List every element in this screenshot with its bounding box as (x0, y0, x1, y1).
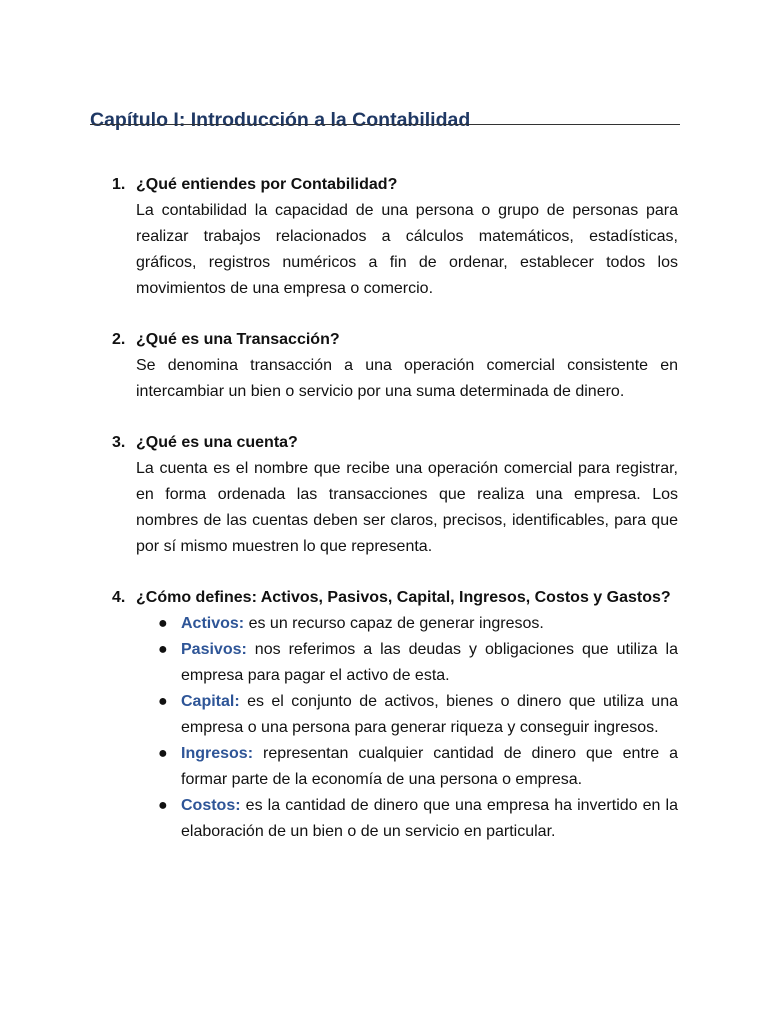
question-list (112, 172, 678, 870)
definition-list (136, 611, 678, 845)
question-answer: Se denomina transacción a una operación comercial consistente en intercambiar un bien o servicio por una suma determinada de dinero. (136, 357, 678, 400)
question-item (112, 585, 678, 845)
definition-item-capital (136, 689, 678, 741)
definition-item-costos (136, 793, 678, 845)
definition-text: nos referimos a las deudas y obligaciones que utiliza la empresa para pagar el activo de esta. (181, 641, 678, 684)
definition-term: Activos: (181, 615, 245, 632)
question-title: ¿Qué es una Transacción? (136, 331, 340, 348)
bullet-icon: ● (158, 693, 168, 710)
question-item (112, 172, 678, 302)
definition-text: es la cantidad de dinero que una empresa ha invertido en la elaboración de un bien o de un servicio en particular. (181, 797, 678, 840)
definition-text: es un recurso capaz de generar ingresos. (248, 615, 544, 632)
bullet-icon: ● (158, 797, 168, 814)
question-number: 3. (112, 434, 126, 451)
bullet-icon: ● (158, 745, 168, 762)
definition-term: Pasivos: (181, 641, 247, 658)
definition-text: es el conjunto de activos, bienes o dinero que utiliza una empresa o una persona para generar riqueza y conseguir ingresos. (181, 693, 678, 736)
question-number: 2. (112, 331, 126, 348)
definition-text: representan cualquier cantidad de dinero que entre a formar parte de la economía de una persona o empresa. (181, 745, 678, 788)
question-title: ¿Qué entiendes por Contabilidad? (136, 176, 398, 193)
question-answer: La cuenta es el nombre que recibe una operación comercial para registrar, en forma ordenada las transacciones que realiza una empresa. Los nombres de las cuentas deben ser claros, precisos, identificables, para que por sí mismo muestren lo que representa. (136, 460, 678, 555)
question-number: 4. (112, 589, 126, 606)
definition-term: Costos: (181, 797, 241, 814)
question-title: ¿Qué es una cuenta? (136, 434, 298, 451)
title-divider (90, 124, 680, 125)
definition-term: Capital: (181, 693, 240, 710)
bullet-icon: ● (158, 615, 168, 632)
question-number: 1. (112, 176, 126, 193)
definition-item-activos (136, 611, 678, 637)
question-item (112, 327, 678, 405)
definition-item-ingresos (136, 741, 678, 793)
question-title: ¿Cómo defines: Activos, Pasivos, Capital, Ingresos, Costos y Gastos? (136, 589, 671, 606)
bullet-icon: ● (158, 641, 168, 658)
definition-term: Ingresos: (181, 745, 254, 762)
question-answer: La contabilidad la capacidad de una persona o grupo de personas para realizar trabajos relacionados a cálculos matemáticos, estadísticas, gráficos, registros numéricos a fin de ordenar, establecer todos los movimientos de una empresa o comercio. (136, 202, 678, 297)
chapter-title: Capítulo I: Introducción a la Contabilidad (90, 109, 471, 132)
question-item (112, 430, 678, 560)
definition-item-pasivos (136, 637, 678, 689)
